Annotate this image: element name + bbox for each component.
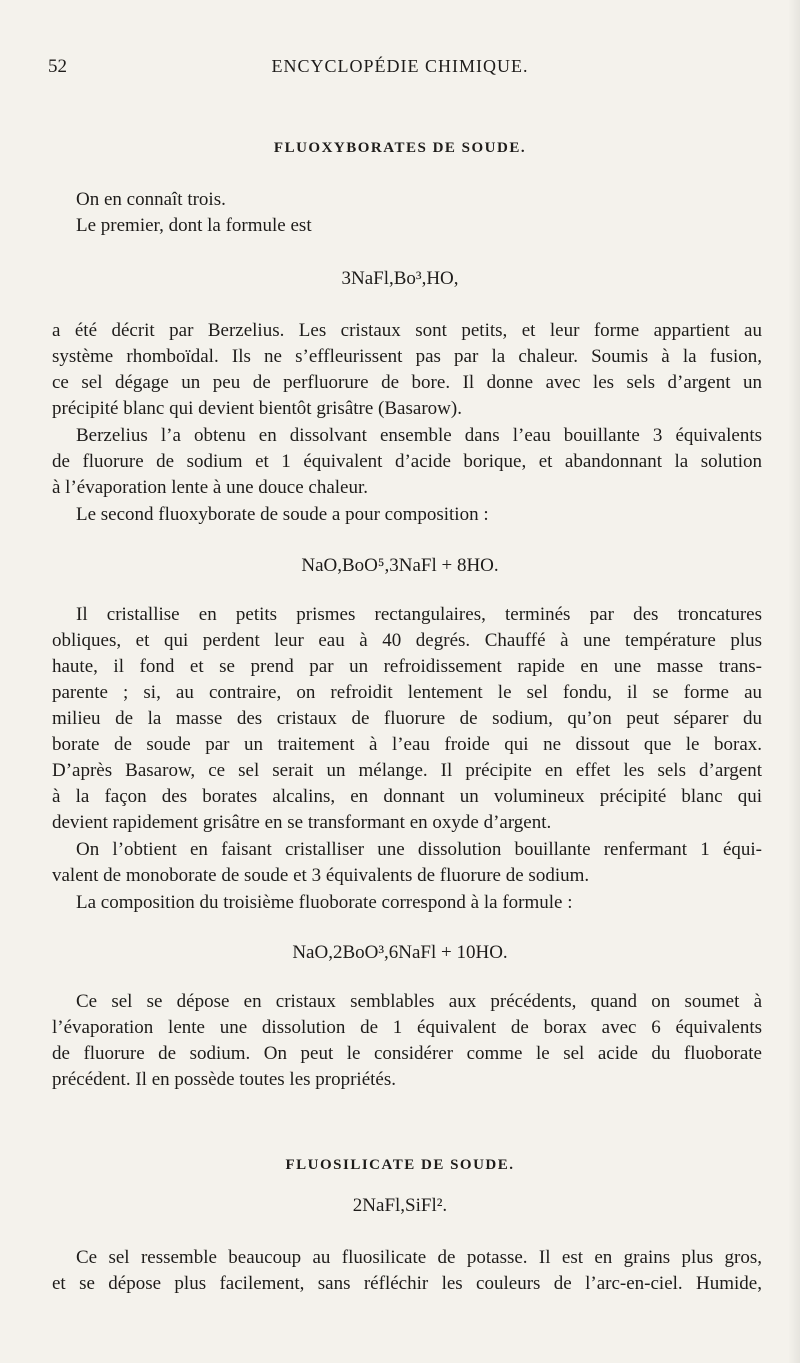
page-number: 52	[48, 56, 67, 77]
section-title-fluosilicate: FLUOSILICATE DE SOUDE.	[285, 1157, 515, 1173]
page-header	[48, 56, 752, 82]
text-line: D’après Basarow, ce sel serait un mélange. Il précipite en effet les sels d’argent	[52, 760, 762, 781]
running-head: ENCYCLOPÉDIE CHIMIQUE.	[271, 56, 529, 76]
text-line: a été décrit par Berzelius. Les cristaux sont petits, et leur forme appartient au	[52, 320, 762, 341]
text-line: système rhomboïdal. Ils ne s’effleurissent pas par la chaleur. Soumis à la fusion,	[52, 346, 762, 367]
text-line: ce sel dégage un peu de perfluorure de bore. Il donne avec les sels d’argent un	[52, 372, 762, 393]
text-line: valent de monoborate de soude et 3 équivalents de fluorure de sodium.	[52, 865, 590, 886]
section-title-fluoxyborates: FLUOXYBORATES DE SOUDE.	[273, 140, 527, 156]
text-line: La composition du troisième fluoborate correspond à la formule :	[76, 892, 573, 913]
formula-fluosilicate: 2NaFl,SiFl².	[352, 1195, 448, 1216]
text-line: précipité blanc qui devient bientôt grisâtre (Basarow).	[52, 398, 462, 419]
text-line: Ce sel se dépose en cristaux semblables aux précédents, quand on soumet à	[76, 991, 762, 1012]
text-line: de fluorure de sodium. On peut le considérer comme le sel acide du fluoborate	[52, 1043, 762, 1064]
formula-second-fluoxyborate: NaO,BoO⁵,3NaFl + 8HO.	[301, 555, 499, 576]
text-line: de fluorure de sodium et 1 équivalent d’acide borique, et abandonnant la solution	[52, 451, 762, 472]
text-line: à l’évaporation lente à une douce chaleur.	[52, 477, 368, 498]
text-line: parente ; si, au contraire, on refroidit lentement le sel fondu, il se forme au	[52, 682, 762, 703]
formula-first-fluoxyborate: 3NaFl,Bo³,HO,	[341, 268, 459, 289]
text-line: devient rapidement grisâtre en se transformant en oxyde d’argent.	[52, 812, 552, 833]
page-edge-shadow	[788, 0, 800, 1363]
text-line: borate de soude par un traitement à l’eau froide qui ne dissout que le borax.	[52, 734, 762, 755]
text-line: Le second fluoxyborate de soude a pour composition :	[76, 504, 489, 525]
text-line: On l’obtient en faisant cristalliser une dissolution bouillante renfermant 1 équi-	[76, 839, 762, 860]
text-line: milieu de la masse des cristaux de fluorure de sodium, qu’on peut séparer du	[52, 708, 762, 729]
text-line: et se dépose plus facilement, sans réfléchir les couleurs de l’arc-en-ciel. Humide,	[52, 1273, 762, 1294]
text-line: Le premier, dont la formule est	[76, 215, 312, 236]
text-line: obliques, et qui perdent leur eau à 40 degrés. Chauffé à une température plus	[52, 630, 762, 651]
text-line: à la façon des borates alcalins, en donnant un volumineux précipité blanc qui	[52, 786, 762, 807]
text-line: Ce sel ressemble beaucoup au fluosilicate de potasse. Il est en grains plus gros,	[76, 1247, 762, 1268]
text-line: On en connaît trois.	[76, 189, 226, 210]
text-line: Berzelius l’a obtenu en dissolvant ensemble dans l’eau bouillante 3 équivalents	[76, 425, 762, 446]
formula-third-fluoborate: NaO,2BoO³,6NaFl + 10HO.	[292, 942, 508, 963]
text-line: haute, il fond et se prend par un refroidissement rapide en une masse trans-	[52, 656, 762, 677]
text-line: Il cristallise en petits prismes rectangulaires, terminés par des troncatures	[76, 604, 762, 625]
text-line: précédent. Il en possède toutes les propriétés.	[52, 1069, 396, 1090]
text-line: l’évaporation lente une dissolution de 1 équivalent de borax avec 6 équivalents	[52, 1017, 762, 1038]
